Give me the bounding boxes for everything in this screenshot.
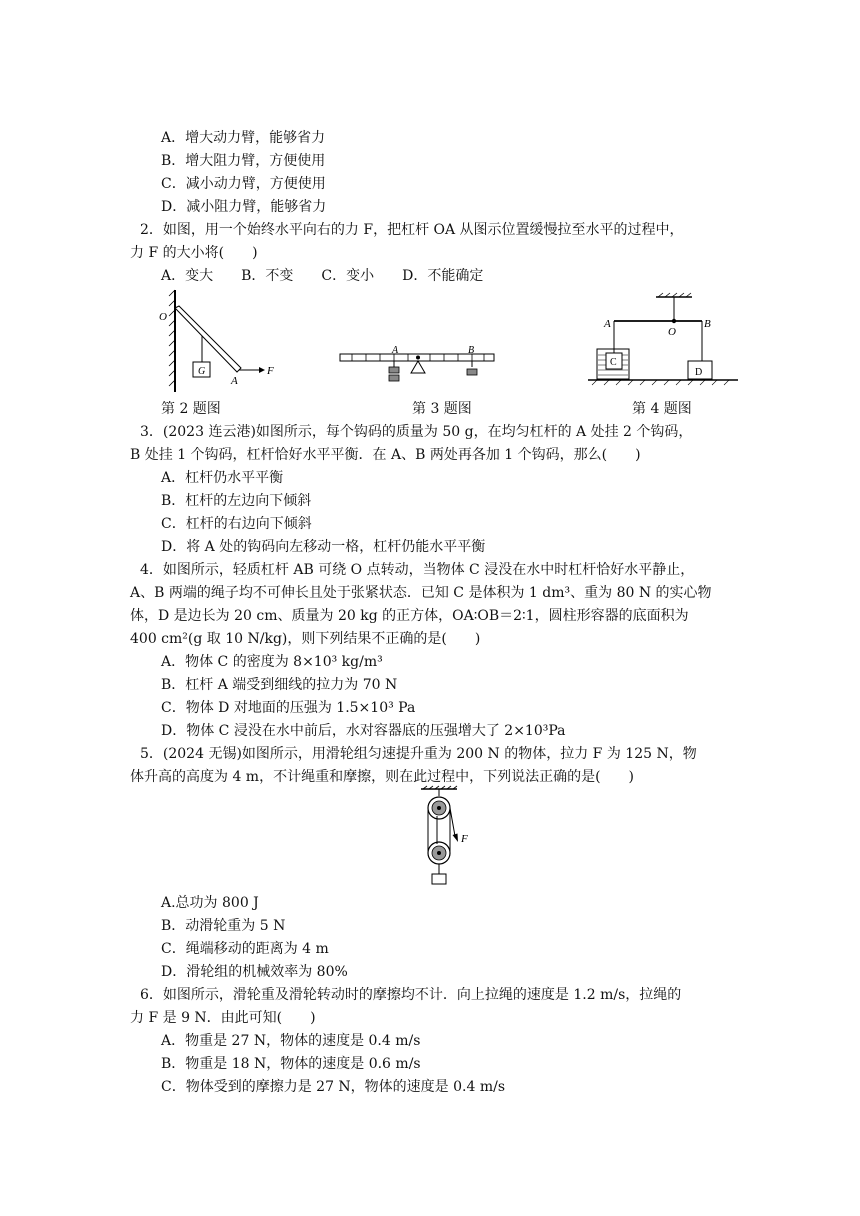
q6-stem-line2: 力 F 是 9 N．由此可知( ): [130, 1010, 316, 1026]
fig2-label-f: F: [267, 365, 274, 377]
q2-stem-line2: 力 F 的大小将( ): [130, 245, 258, 261]
fig5-label-f: F: [461, 833, 468, 845]
q3-option-a: A．杠杆仍水平平衡: [161, 470, 284, 486]
fig2-label-a: A: [231, 375, 238, 387]
q3-option-b: B．杠杆的左边向下倾斜: [161, 493, 312, 509]
q4-option-d: D．物体 C 浸没在水中前后，水对容器底的压强增大了 2×10³Pa: [161, 723, 566, 739]
q3-option-d: D．将 A 处的钩码向左移动一格，杠杆仍能水平平衡: [161, 539, 486, 555]
q5-option-a: A.总功为 800 J: [161, 895, 259, 911]
q4-option-c: C．物体 D 对地面的压强为 1.5×10³ Pa: [161, 700, 416, 716]
figure-3-caption: 第 3 题图: [412, 401, 472, 417]
q5-option-d: D．滑轮组的机械效率为 80%: [161, 964, 348, 980]
figure-3-balance-diagram: [338, 345, 498, 390]
q1-option-b: B．增大阻力臂，方便使用: [161, 153, 326, 169]
figure-4-caption: 第 4 题图: [632, 401, 692, 417]
fig2-label-o: O: [159, 311, 167, 323]
figure-5-pulley-diagram: [415, 786, 475, 886]
fig4-label-a: A: [604, 318, 611, 330]
q5-option-b: B．动滑轮重为 5 N: [161, 918, 286, 934]
q5-stem-line1: 5．(2024 无锡)如图所示，用滑轮组匀速提升重为 200 N 的物体，拉力 F 为 125 N，物: [140, 746, 697, 762]
q3-stem-line1: 3．(2023 连云港)如图所示，每个钩码的质量为 50 g，在均匀杠杆的 A 处挂 2 个钩码，: [140, 424, 693, 440]
figure-4-lever-container-diagram: [588, 293, 738, 393]
q6-option-a: A．物重是 27 N，物体的速度是 0.4 m/s: [161, 1033, 421, 1049]
q1-option-c: C．减小动力臂，方便使用: [161, 176, 326, 192]
q6-option-c: C．物体受到的摩擦力是 27 N，物体的速度是 0.4 m/s: [161, 1079, 506, 1095]
figure-2-lever-diagram: [155, 288, 275, 398]
q2-options: A．变大 B．不变 C．变小 D．不能确定: [161, 268, 484, 284]
q3-option-c: C．杠杆的右边向下倾斜: [161, 516, 312, 532]
q4-option-b: B．杠杆 A 端受到细线的拉力为 70 N: [161, 677, 398, 693]
fig4-label-c: C: [610, 357, 617, 368]
q5-option-c: C．绳端移动的距离为 4 m: [161, 941, 329, 957]
q4-stem-line4: 400 cm²(g 取 10 N/kg)，则下列结果不正确的是( ): [130, 631, 481, 647]
fig4-label-b: B: [704, 318, 711, 330]
fig4-label-d: D: [695, 367, 703, 378]
q4-stem-line3: 体，D 是边长为 20 cm、质量为 20 kg 的正方体，OA∶OB＝2∶1，圆柱形容器的底面积为: [130, 608, 689, 624]
q2-stem-line1: 2．如图，用一个始终水平向右的力 F，把杠杆 OA 从图示位置缓慢拉至水平的过程中，: [140, 222, 684, 238]
q4-option-a: A．物体 C 的密度为 8×10³ kg/m³: [161, 654, 383, 670]
fig3-label-b: B: [468, 345, 475, 356]
q6-stem-line1: 6．如图所示，滑轮重及滑轮转动时的摩擦均不计．向上拉绳的速度是 1.2 m/s，拉绳的: [140, 987, 682, 1003]
figure-2-caption: 第 2 题图: [161, 401, 221, 417]
q5-stem-line2: 体升高的高度为 4 m，不计绳重和摩擦，则在此过程中，下列说法正确的是( ): [130, 769, 635, 785]
fig3-label-a: A: [392, 345, 399, 356]
q3-stem-line2: B 处挂 1 个钩码，杠杆恰好水平平衡．在 A、B 两处再各加 1 个钩码，那么( ): [130, 447, 641, 463]
q4-stem-line1: 4．如图所示，轻质杠杆 AB 可绕 O 点转动，当物体 C 浸没在水中时杠杆恰好水平静止，: [140, 562, 695, 578]
q1-option-d: D．减小阻力臂，能够省力: [161, 199, 327, 215]
q4-stem-line2: A、B 两端的绳子均不可伸长且处于张紧状态．已知 C 是体积为 1 dm³、重为 80 N 的实心物: [130, 585, 712, 601]
fig4-label-o: O: [668, 326, 676, 338]
q6-option-b: B．物重是 18 N，物体的速度是 0.6 m/s: [161, 1056, 421, 1072]
q1-option-a: A．增大动力臂，能够省力: [161, 130, 326, 146]
fig2-label-g: G: [198, 366, 206, 377]
